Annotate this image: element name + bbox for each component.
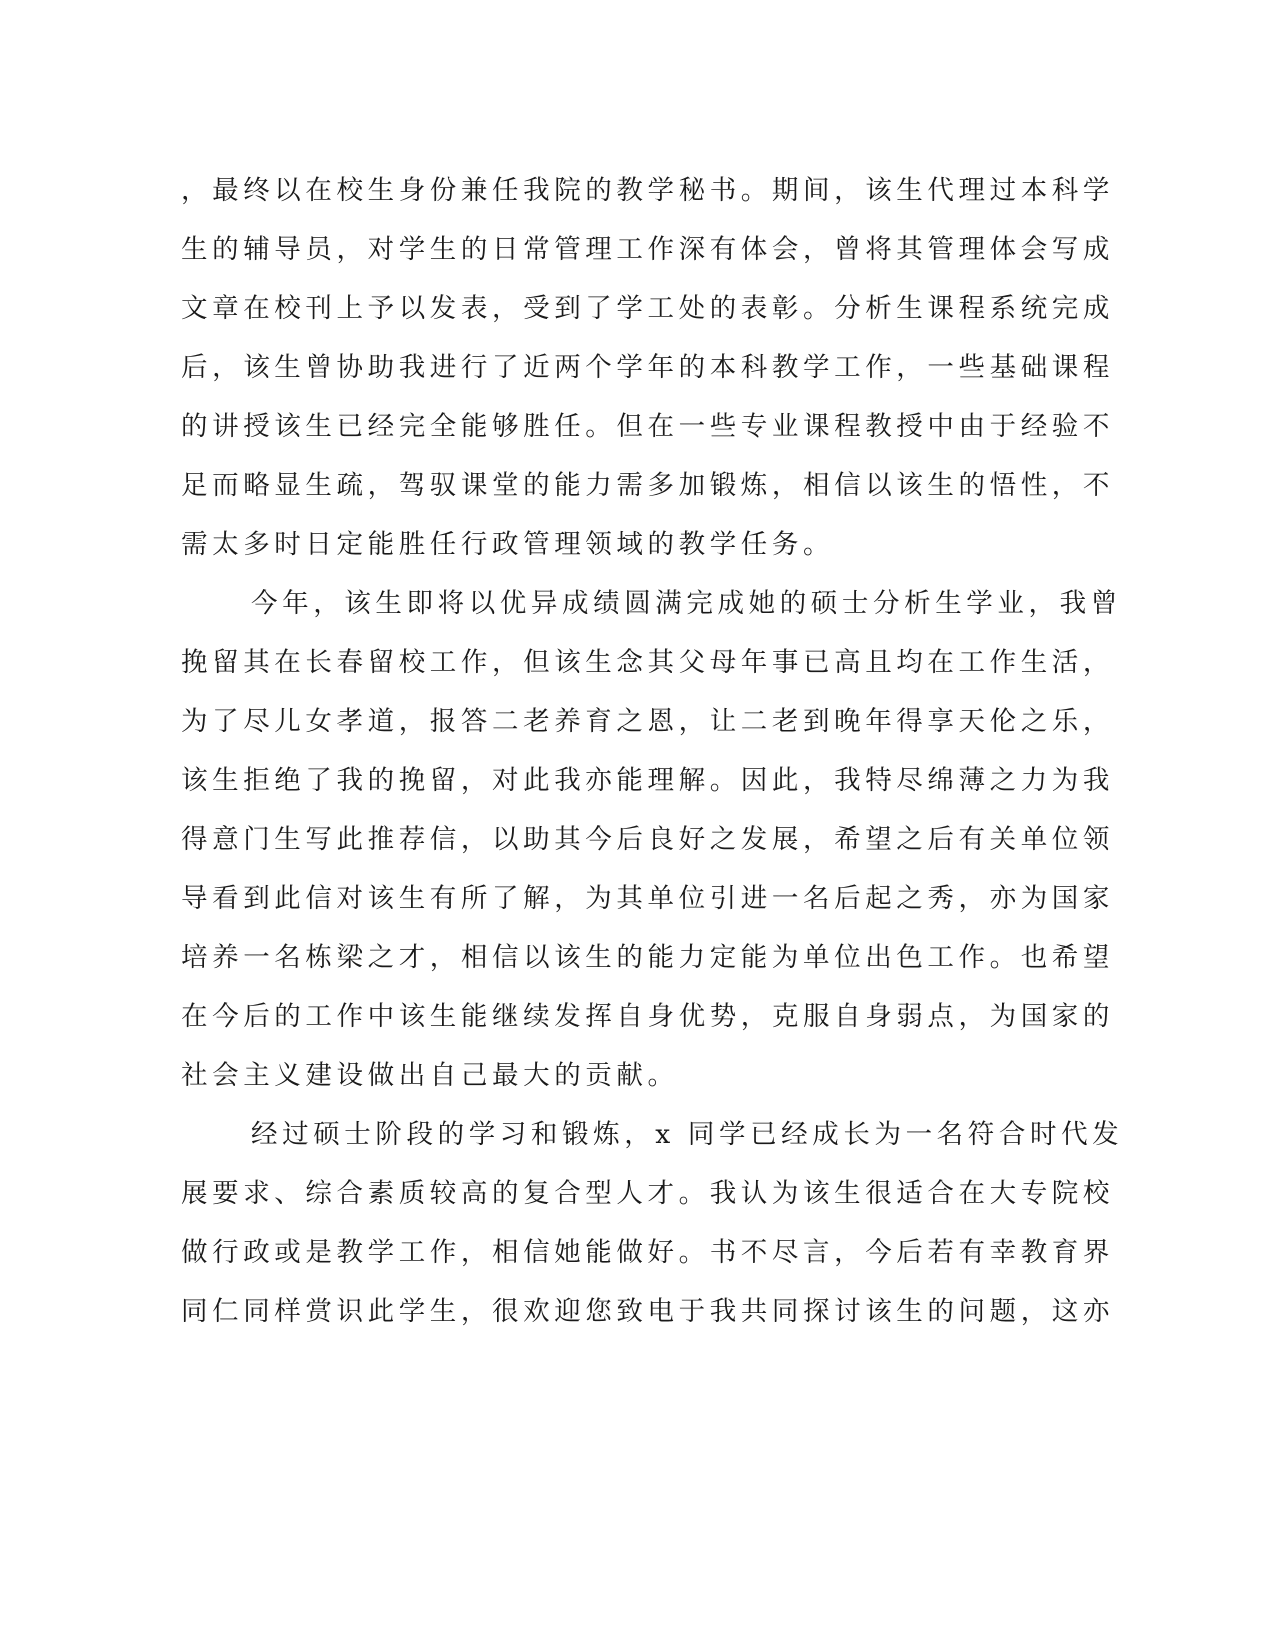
text-line: 社会主义建设做出自己最大的贡献。: [181, 1060, 679, 1091]
text-line: 为了尽儿女孝道，报答二老养育之恩，让二老到晚年得享天伦之乐，: [181, 706, 1114, 737]
text-line: 后，该生曾协助我进行了近两个学年的本科教学工作，一些基础课程: [181, 352, 1114, 383]
text-line: 同仁同样赏识此学生，很欢迎您致电于我共同探讨该生的问题，这亦: [181, 1296, 1114, 1327]
text-line: 在今后的工作中该生能继续发挥自身优势，克服自身弱点，为国家的: [181, 1001, 1114, 1032]
text-line: ，最终以在校生身份兼任我院的教学秘书。期间，该生代理过本科学: [181, 175, 1114, 206]
text-line: 培养一名栋梁之才，相信以该生的能力定能为单位出色工作。也希望: [181, 942, 1114, 973]
text-line: 生的辅导员，对学生的日常管理工作深有体会，曾将其管理体会写成: [181, 234, 1114, 265]
text-line: 足而略显生疏，驾驭课堂的能力需多加锻炼，相信以该生的悟性，不: [181, 470, 1114, 501]
text-line: 导看到此信对该生有所了解，为其单位引进一名后起之秀，亦为国家: [181, 883, 1114, 914]
text-line: 展要求、综合素质较高的复合型人才。我认为该生很适合在大专院校: [181, 1178, 1114, 1209]
text-line: 挽留其在长春留校工作，但该生念其父母年事已高且均在工作生活，: [181, 647, 1114, 678]
paragraph-start-line: 经过硕士阶段的学习和锻炼，x 同学已经成长为一名符合时代发: [251, 1119, 1124, 1150]
text-line: 做行政或是教学工作，相信她能做好。书不尽言，今后若有幸教育界: [181, 1237, 1114, 1268]
text-line: 文章在校刊上予以发表，受到了学工处的表彰。分析生课程系统完成: [181, 293, 1114, 324]
paragraph-start-line: 今年，该生即将以优异成绩圆满完成她的硕士分析生学业，我曾: [251, 588, 1122, 619]
text-line: 需太多时日定能胜任行政管理领域的教学任务。: [181, 529, 835, 560]
text-line: 的讲授该生已经完全能够胜任。但在一些专业课程教授中由于经验不: [181, 411, 1114, 442]
letter-body: [181, 161, 1124, 1341]
text-line: 该生拒绝了我的挽留，对此我亦能理解。因此，我特尽绵薄之力为我: [181, 765, 1114, 796]
text-line: 得意门生写此推荐信，以助其今后良好之发展，希望之后有关单位领: [181, 824, 1114, 855]
